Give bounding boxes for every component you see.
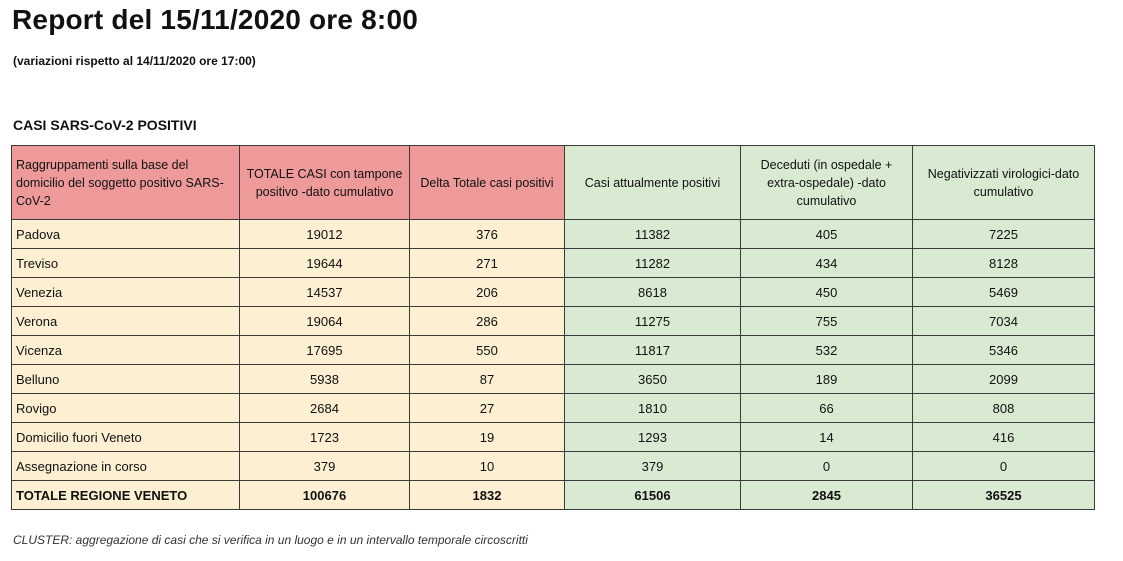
recovered-cell: 36525 bbox=[913, 481, 1095, 510]
deceased-cell: 0 bbox=[741, 452, 913, 481]
row-label: Assegnazione in corso bbox=[12, 452, 240, 481]
deceased-cell: 532 bbox=[741, 336, 913, 365]
table-row bbox=[12, 336, 1095, 365]
delta-cases-cell: 376 bbox=[410, 220, 565, 249]
delta-cases-cell: 27 bbox=[410, 394, 565, 423]
recovered-cell: 0 bbox=[913, 452, 1095, 481]
table-row bbox=[12, 481, 1095, 510]
deceased-cell: 434 bbox=[741, 249, 913, 278]
recovered-cell: 8128 bbox=[913, 249, 1095, 278]
delta-cases-cell: 550 bbox=[410, 336, 565, 365]
recovered-cell: 808 bbox=[913, 394, 1095, 423]
header-delta-cases: Delta Totale casi positivi bbox=[410, 146, 565, 220]
table-row bbox=[12, 307, 1095, 336]
table-row bbox=[12, 394, 1095, 423]
deceased-cell: 405 bbox=[741, 220, 913, 249]
current-positive-cell: 1810 bbox=[565, 394, 741, 423]
table-body bbox=[12, 220, 1095, 510]
header-current-positive: Casi attualmente positivi bbox=[565, 146, 741, 220]
row-label: Verona bbox=[12, 307, 240, 336]
deceased-cell: 450 bbox=[741, 278, 913, 307]
current-positive-cell: 1293 bbox=[565, 423, 741, 452]
current-positive-cell: 11275 bbox=[565, 307, 741, 336]
table-row bbox=[12, 423, 1095, 452]
header-recovered: Negativizzati virologici-dato cumulativo bbox=[913, 146, 1095, 220]
deceased-cell: 66 bbox=[741, 394, 913, 423]
total-cases-cell: 100676 bbox=[240, 481, 410, 510]
current-positive-cell: 379 bbox=[565, 452, 741, 481]
row-label: Domicilio fuori Veneto bbox=[12, 423, 240, 452]
table-row bbox=[12, 278, 1095, 307]
total-cases-cell: 19012 bbox=[240, 220, 410, 249]
recovered-cell: 5346 bbox=[913, 336, 1095, 365]
current-positive-cell: 11382 bbox=[565, 220, 741, 249]
row-label: TOTALE REGIONE VENETO bbox=[12, 481, 240, 510]
total-cases-cell: 1723 bbox=[240, 423, 410, 452]
table-row bbox=[12, 249, 1095, 278]
current-positive-cell: 61506 bbox=[565, 481, 741, 510]
delta-cases-cell: 286 bbox=[410, 307, 565, 336]
recovered-cell: 7225 bbox=[913, 220, 1095, 249]
row-label: Venezia bbox=[12, 278, 240, 307]
current-positive-cell: 11282 bbox=[565, 249, 741, 278]
deceased-cell: 755 bbox=[741, 307, 913, 336]
footnote: CLUSTER: aggregazione di casi che si verifica in un luogo e in un intervallo temporale circoscritti bbox=[13, 533, 528, 547]
header-deceased: Deceduti (in ospedale + extra-ospedale) -dato cumulativo bbox=[741, 146, 913, 220]
delta-cases-cell: 19 bbox=[410, 423, 565, 452]
delta-cases-cell: 10 bbox=[410, 452, 565, 481]
recovered-cell: 2099 bbox=[913, 365, 1095, 394]
current-positive-cell: 11817 bbox=[565, 336, 741, 365]
table-header-row bbox=[12, 146, 1095, 220]
section-title: CASI SARS-CoV-2 POSITIVI bbox=[13, 117, 197, 133]
total-cases-cell: 19644 bbox=[240, 249, 410, 278]
header-total-cases: TOTALE CASI con tampone positivo -dato cumulativo bbox=[240, 146, 410, 220]
row-label: Vicenza bbox=[12, 336, 240, 365]
total-cases-cell: 19064 bbox=[240, 307, 410, 336]
report-subtitle: (variazioni rispetto al 14/11/2020 ore 17:00) bbox=[13, 54, 256, 68]
row-label: Padova bbox=[12, 220, 240, 249]
recovered-cell: 416 bbox=[913, 423, 1095, 452]
cases-table bbox=[11, 145, 1095, 510]
total-cases-cell: 379 bbox=[240, 452, 410, 481]
report-title: Report del 15/11/2020 ore 8:00 bbox=[12, 4, 418, 35]
delta-cases-cell: 271 bbox=[410, 249, 565, 278]
current-positive-cell: 8618 bbox=[565, 278, 741, 307]
deceased-cell: 2845 bbox=[741, 481, 913, 510]
delta-cases-cell: 87 bbox=[410, 365, 565, 394]
deceased-cell: 189 bbox=[741, 365, 913, 394]
total-cases-cell: 5938 bbox=[240, 365, 410, 394]
table-row bbox=[12, 452, 1095, 481]
total-cases-cell: 17695 bbox=[240, 336, 410, 365]
table-row bbox=[12, 365, 1095, 394]
total-cases-cell: 2684 bbox=[240, 394, 410, 423]
total-cases-cell: 14537 bbox=[240, 278, 410, 307]
deceased-cell: 14 bbox=[741, 423, 913, 452]
table-row bbox=[12, 220, 1095, 249]
recovered-cell: 5469 bbox=[913, 278, 1095, 307]
delta-cases-cell: 206 bbox=[410, 278, 565, 307]
header-grouping: Raggruppamenti sulla base del domicilio del soggetto positivo SARS-CoV-2 bbox=[12, 146, 240, 220]
recovered-cell: 7034 bbox=[913, 307, 1095, 336]
row-label: Rovigo bbox=[12, 394, 240, 423]
row-label: Belluno bbox=[12, 365, 240, 394]
row-label: Treviso bbox=[12, 249, 240, 278]
current-positive-cell: 3650 bbox=[565, 365, 741, 394]
delta-cases-cell: 1832 bbox=[410, 481, 565, 510]
